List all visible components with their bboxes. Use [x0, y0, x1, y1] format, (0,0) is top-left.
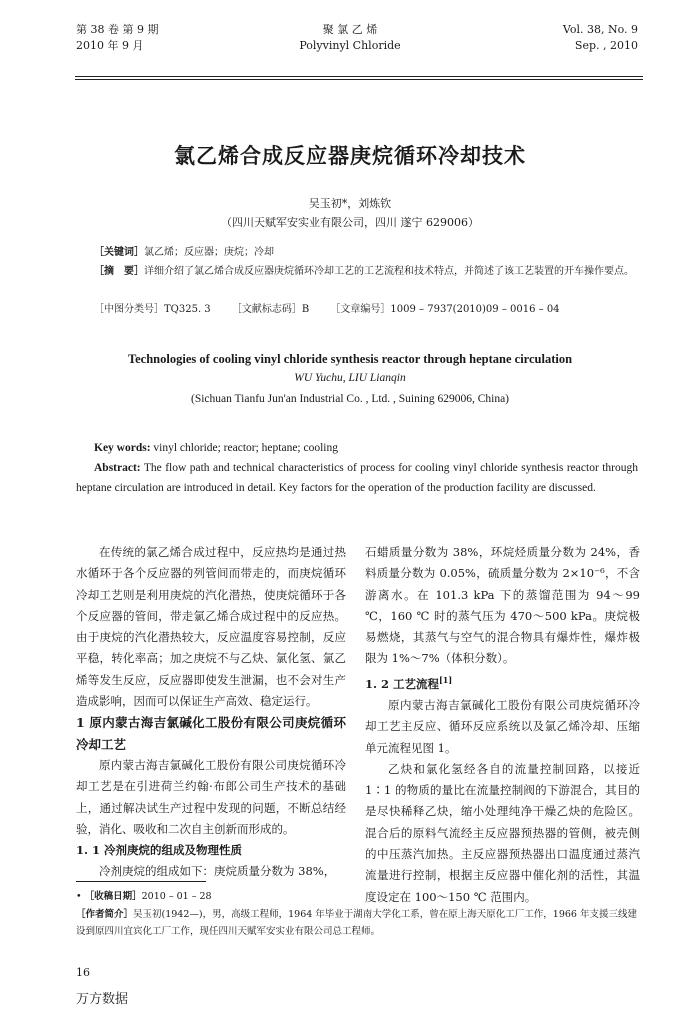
keywords-cn-label: ［关键词］ [94, 247, 144, 258]
affiliation-cn: （四川天赋军安实业有限公司，四川 遂宁 629006） [221, 216, 479, 229]
section-heading-1: 1 原内蒙古海吉氯碱化工股份有限公司庚烷循环冷却工艺 [76, 715, 346, 752]
abstract-cn-text: 详细介绍了氯乙烯合成反应器庚烷循环冷却工艺的工艺流程和技术特点，并简述了该工艺装置的开车操作要点。 [144, 266, 634, 277]
keywords-en [94, 438, 634, 458]
keywords-cn-text: 氯乙烯；反应器；庚烷；冷却 [144, 247, 274, 258]
body-column-right [365, 542, 640, 908]
abstract-en-label: Abstract: [94, 462, 141, 474]
journal-name-en: Polyvinyl Chloride [299, 39, 401, 52]
authors-cn: 吴玉初*，刘炼钦 [308, 197, 392, 210]
header-rule [75, 76, 643, 77]
journal-name-cn: 聚 氯 乙 烯 [322, 23, 378, 36]
abstract-cn [76, 262, 641, 281]
document-code: ［文献标志码］B [231, 304, 310, 315]
classification-codes [94, 300, 634, 319]
authors-en: WU Yuchu, LIU Lianqin [294, 372, 406, 384]
watermark: 万方数据 [76, 992, 129, 1007]
paragraph: 原内蒙古海吉氯碱化工股份有限公司庚烷循环冷却工艺主反应、循环反应系统以及氯乙烯冷却、压缩单元流程见图 1。 [365, 697, 640, 755]
volume-issue: 第 38 卷 第 9 期 [76, 23, 159, 36]
footnote-author [76, 906, 641, 940]
abstract-en [76, 458, 638, 498]
keywords-cn [94, 243, 634, 262]
body-column-left [76, 542, 346, 883]
reference-mark: [1] [439, 674, 453, 685]
author-bio-label: ［作者简介］ [76, 909, 134, 920]
article-number: ［文章编号］1009 – 7937(2010)09 – 0016 – 04 [330, 304, 560, 315]
paragraph: 在传统的氯乙烯合成过程中，反应热均是通过热水循环于各个反应器的列管间而带走的，而庚烷循环冷却工艺则是利用庚烷的汽化潜热，使庚烷循环于各个反应器的管间，带走氯乙烯合成过程中的反应热。由于庚烷的汽化潜热较大，反应温度容易控制，反应平稳，转化率高；加之庚烷不与乙炔、氯化氢、氯乙烯等发生反应，反应器即使发生泄漏，也不会对生产造成影响，因而可以保证生产高效、稳定运行。 [76, 545, 346, 709]
section-heading-1-2 [365, 670, 640, 695]
footnote-received [76, 888, 641, 905]
paragraph: 原内蒙古海吉氯碱化工股份有限公司庚烷循环冷却工艺是在引进荷兰约翰·布郎公司生产技术的基础上，通过解决试生产过程中发现的问题，不断总结经验，消化、吸收和二次自主创新而形成的。 [76, 757, 346, 836]
received-label: ［收稿日期］ [84, 891, 142, 902]
page-number: 16 [76, 966, 90, 979]
paragraph: 冷剂庚烷的组成如下：庚烷质量分数为 38%， [99, 864, 336, 879]
received-date: 2010 – 01 – 28 [141, 891, 212, 902]
issue-date-cn: 2010 年 9 月 [76, 39, 144, 52]
journal-volume-en [563, 22, 638, 54]
section-heading-1-1: 1. 1 冷剂庚烷的组成及物理性质 [76, 843, 243, 858]
article-title-cn: 氯乙烯合成反应器庚烷循环冷却技术 [174, 143, 526, 168]
keywords-en-text: vinyl chloride; reactor; heptane; cooling [150, 442, 338, 454]
article-title-en: Technologies of cooling vinyl chloride synthesis reactor through heptane circulation [127, 352, 573, 366]
paragraph: 石蜡质量分数为 38%，环烷烃质量分数为 24%，香料质量分数为 0.05%，硫质量分数为 2×10⁻⁶，不含游离水。在 101.3 kPa 下的蒸馏范围为 94～99 ℃，160 ℃ 时的蒸气压为 470～500 kPa。庚烷极易燃烧，其蒸气与空气的混合物具有爆炸性，爆炸极限为 1%～7%（体积分数）。 [365, 545, 640, 666]
volume-issue-en: Vol. 38, No. 9 [562, 23, 638, 36]
keywords-en-label: Key words: [94, 442, 151, 454]
header-rule-thin [75, 79, 643, 80]
clc-number: ［中图分类号］TQ325. 3 [94, 304, 211, 315]
author-bio-text: 吴玉初(1942—)，男，高级工程师，1964 年毕业于湖南大学化工系，曾在原上海天原化工厂工作，1966 年支援三线建设到原四川宜宾化工厂工作，现任四川天赋军安实业有限公司总工程师。 [76, 909, 637, 937]
abstract-cn-label: ［摘 要］ [94, 266, 144, 277]
paragraph: 乙炔和氯化氢经各自的流量控制回路，以接近 1∶1 的物质的量比在流量控制阀的下游混合，其目的是尽快稀释乙炔，缩小处理纯净干燥乙炔的危险区。混合后的原料气流经主反应器预热器的管侧，被壳侧的中压蒸汽加热。主反应器预热器出口温度通过蒸汽流量进行控制，根据主反应器中催化剂的活性，其温度设定在 100～150 ℃ 范围内。 [365, 761, 640, 904]
bullet-icon: • [76, 891, 85, 902]
abstract-en-text: The flow path and technical characteristics of process for cooling vinyl chloride synthesis reactor through heptane circulation are introduced in detail. Key factors for the operation of the production facility are discussed. [76, 462, 638, 494]
issue-date-en: Sep. , 2010 [574, 39, 638, 52]
affiliation-en: (Sichuan Tianfu Jun'an Industrial Co. , Ltd. , Suining 629006, China) [191, 393, 509, 405]
section-heading-1-2-text: 1. 2 工艺流程 [365, 676, 440, 691]
footnote-rule [76, 881, 206, 882]
